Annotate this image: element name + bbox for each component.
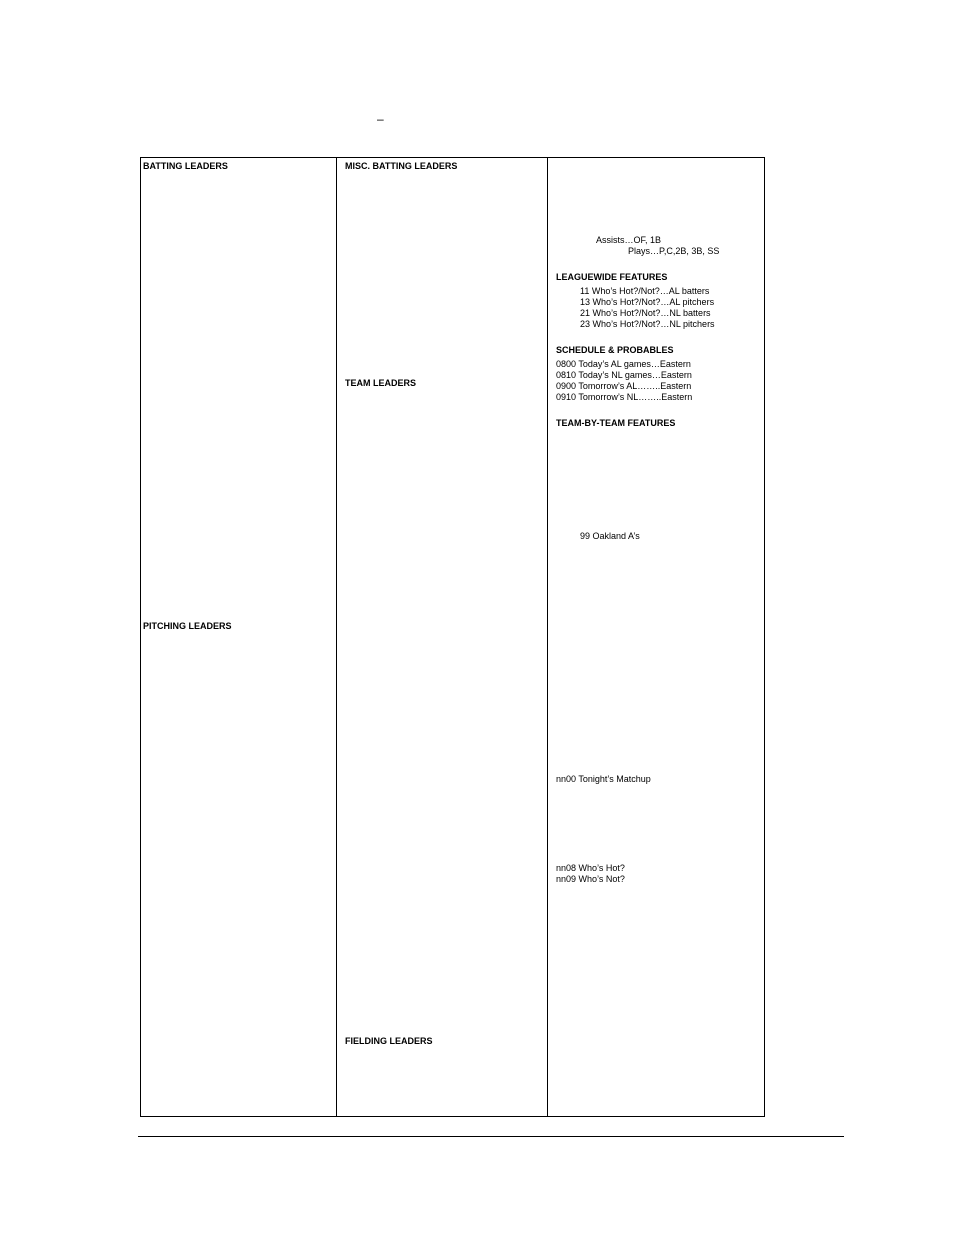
schedule-item: 0800 Today’s AL games…Eastern [556, 359, 691, 369]
assists-line: Assists…OF, 1B [596, 235, 662, 245]
schedule-item: 0900 Tomorrow’s AL……..Eastern [556, 381, 692, 391]
whos-hot-item: nn08 Who’s Hot? [556, 863, 625, 873]
column-batting-pitching [141, 158, 337, 1116]
team-by-team-features-heading: TEAM-BY-TEAM FEATURES [556, 418, 676, 428]
misc-batting-leaders-heading: MISC. BATTING LEADERS [345, 161, 458, 171]
leaguewide-item: 11 Who’s Hot?/Not?…AL batters [580, 286, 710, 296]
pitching-leaders-heading: PITCHING LEADERS [143, 621, 232, 631]
whos-not-item: nn09 Who’s Not? [556, 874, 625, 884]
leaguewide-item: 21 Who’s Hot?/Not?…NL batters [580, 308, 711, 318]
column-misc-team-fielding [337, 158, 548, 1116]
matchup-item: nn00 Tonight’s Matchup [556, 774, 651, 784]
oakland-item: 99 Oakland A’s [580, 531, 640, 541]
schedule-item: 0910 Tomorrow’s NL……..Eastern [556, 392, 693, 402]
plays-line: Plays…P,C,2B, 3B, SS [628, 246, 720, 256]
fielding-leaders-heading: FIELDING LEADERS [345, 1036, 433, 1046]
batting-leaders-heading: BATTING LEADERS [143, 161, 228, 171]
footer-rule [138, 1136, 844, 1137]
team-leaders-heading: TEAM LEADERS [345, 378, 417, 388]
features-table [140, 157, 765, 1117]
leaguewide-item: 13 Who’s Hot?/Not?…AL pitchers [580, 297, 715, 307]
schedule-item: 0810 Today’s NL games…Eastern [556, 370, 692, 380]
leaguewide-features-heading: LEAGUEWIDE FEATURES [556, 272, 668, 282]
column-features [548, 158, 764, 1116]
header-dash: – [377, 112, 384, 126]
schedule-probables-heading: SCHEDULE & PROBABLES [556, 345, 674, 355]
leaguewide-item: 23 Who’s Hot?/Not?…NL pitchers [580, 319, 715, 329]
